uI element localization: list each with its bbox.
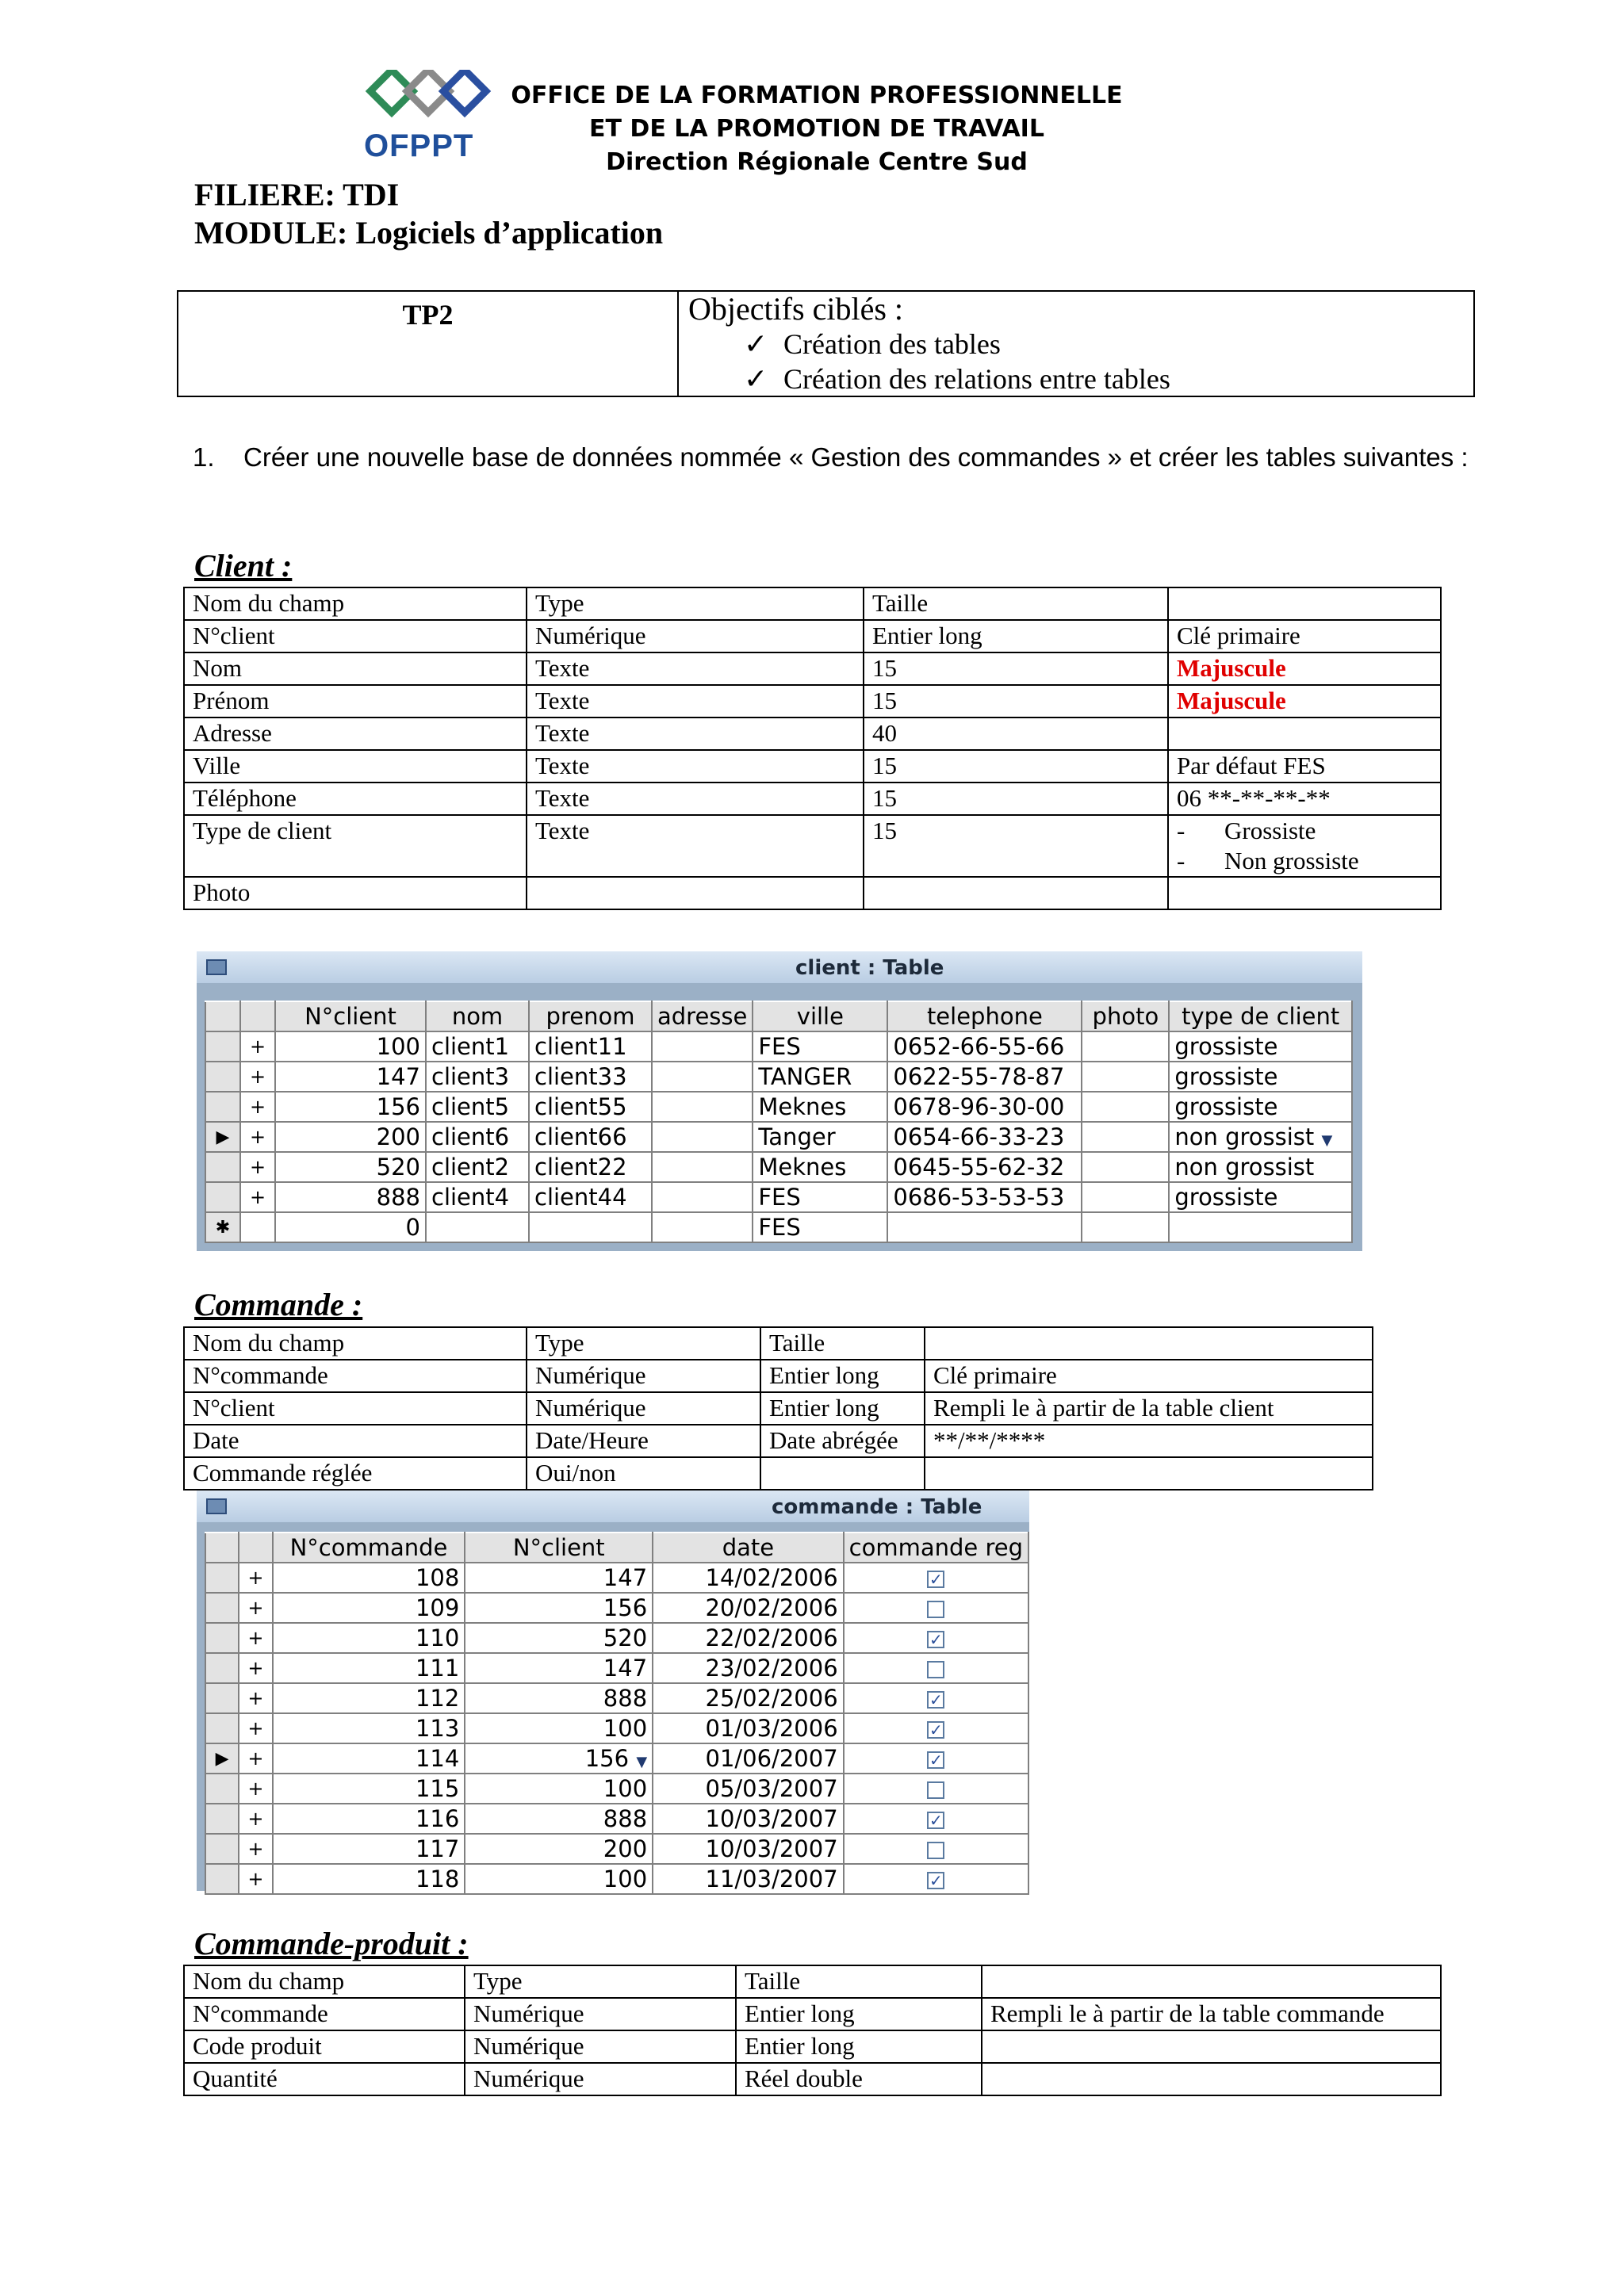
dropdown-arrow-icon[interactable]: ▼	[636, 1754, 648, 1770]
commande-spec-table	[183, 1326, 1373, 1490]
table-row[interactable]: + 117 200 10/03/2007	[205, 1834, 1028, 1864]
expand-icon[interactable]: +	[239, 1563, 272, 1593]
checkmark-icon: ✓	[744, 363, 768, 395]
col-header[interactable]: N°client	[465, 1533, 653, 1563]
current-row-arrow-icon[interactable]: ▶	[205, 1743, 239, 1774]
table-row: Adresse Texte 40	[184, 718, 1441, 750]
expand-icon[interactable]: +	[239, 1804, 272, 1834]
row-selector[interactable]	[205, 1834, 239, 1864]
table-row: Nom du champ Type Taille	[184, 1965, 1441, 1998]
col-header[interactable]: type de client	[1169, 1001, 1352, 1031]
reglee-checkbox[interactable]	[927, 1601, 944, 1618]
table-row: N°commande Numérique Entier long Rempli le à partir de la table commande	[184, 1998, 1441, 2030]
window-titlebar	[197, 1490, 1029, 1522]
objective-item: ✓ Création des tables	[744, 328, 1001, 360]
table-row[interactable]: + 115 100 05/03/2007	[205, 1774, 1028, 1804]
org-line-2: ET DE LA PROMOTION DE TRAVAIL	[589, 115, 1044, 143]
objectives	[679, 292, 1473, 396]
row-selector[interactable]	[205, 1683, 239, 1713]
reglee-checkbox[interactable]: ✓	[927, 1751, 944, 1769]
commande-datasheet[interactable]	[205, 1532, 1029, 1891]
commande-grid	[205, 1532, 1029, 1895]
reglee-checkbox[interactable]: ✓	[927, 1721, 944, 1739]
reglee-checkbox[interactable]	[927, 1661, 944, 1678]
objectives-title: Objectifs ciblés :	[688, 291, 904, 327]
header-row	[205, 1001, 1352, 1031]
client-grid	[205, 1001, 1353, 1243]
expand-icon[interactable]: +	[239, 1683, 272, 1713]
table-row: Nom Texte 15 Majuscule	[184, 652, 1441, 685]
row-selector[interactable]	[205, 1804, 239, 1834]
expand-icon[interactable]: +	[240, 1092, 275, 1122]
client-table-window	[197, 951, 1362, 1251]
row-selector[interactable]	[205, 1062, 240, 1092]
filiere: FILIERE: TDI	[194, 177, 400, 212]
table-row[interactable]: + 108 147 14/02/2006 ✓	[205, 1563, 1028, 1593]
header-row	[205, 1533, 1028, 1563]
table-row[interactable]: ▶ + 200 client6 client66 Tanger 0654-66-33-23 non grossist ▼	[205, 1122, 1352, 1152]
window-title: client : Table	[795, 956, 944, 980]
table-row: N°commande Numérique Entier long Clé primaire	[184, 1360, 1373, 1392]
table-row: Date Date/Heure Date abrégée **/**/****	[184, 1425, 1373, 1457]
row-selector[interactable]	[205, 1623, 239, 1653]
col-header[interactable]: photo	[1082, 1001, 1169, 1031]
table-row: Code produit Numérique Entier long	[184, 2030, 1441, 2063]
row-selector[interactable]	[205, 1182, 240, 1212]
col-header[interactable]: prenom	[529, 1001, 652, 1031]
expand-icon[interactable]: +	[239, 1774, 272, 1804]
tp-label: TP2	[178, 292, 679, 396]
client-combo[interactable]: 156 ▼	[465, 1743, 653, 1774]
instruction	[193, 436, 1501, 479]
expand-icon[interactable]: +	[240, 1182, 275, 1212]
row-selector[interactable]	[205, 1774, 239, 1804]
reglee-checkbox[interactable]: ✓	[927, 1571, 944, 1588]
expand-icon[interactable]: +	[239, 1834, 272, 1864]
col-header[interactable]: N°commande	[273, 1533, 465, 1563]
col-header[interactable]: adresse	[652, 1001, 753, 1031]
window-title: commande : Table	[772, 1495, 982, 1519]
organization-header	[476, 79, 1158, 179]
col-header[interactable]: commande reg	[844, 1533, 1028, 1563]
row-selector[interactable]	[205, 1152, 240, 1182]
commande-table-window	[197, 1490, 1029, 1891]
row-selector[interactable]	[205, 1653, 239, 1683]
dropdown-arrow-icon[interactable]: ▼	[1321, 1132, 1333, 1149]
expand-icon[interactable]: +	[240, 1062, 275, 1092]
table-row: Nom du champ Type Taille	[184, 587, 1441, 620]
window-titlebar	[197, 951, 1362, 983]
expand-icon[interactable]: +	[239, 1593, 272, 1623]
table-row[interactable]: + 147 client3 client33 TANGER 0622-55-78-87 grossiste	[205, 1062, 1352, 1092]
col-header[interactable]: N°client	[275, 1001, 426, 1031]
table-row[interactable]: + 116 888 10/03/2007 ✓	[205, 1804, 1028, 1834]
module: MODULE: Logiciels d’application	[194, 215, 664, 251]
expand-icon[interactable]: +	[239, 1864, 272, 1894]
table-row: Téléphone Texte 15 06 **-**-**-**	[184, 783, 1441, 815]
client-datasheet[interactable]	[205, 1001, 1353, 1243]
row-selector[interactable]	[205, 1031, 240, 1062]
row-selector[interactable]	[205, 1713, 239, 1743]
new-record-row[interactable]: ✱ 0 FES	[205, 1212, 1352, 1242]
logo-text: OFPPT	[364, 128, 474, 163]
reglee-checkbox[interactable]	[927, 1842, 944, 1859]
commande-produit-heading: Commande-produit :	[194, 1926, 469, 1961]
reglee-checkbox[interactable]: ✓	[927, 1872, 944, 1889]
col-header[interactable]: telephone	[887, 1001, 1082, 1031]
type-options: - Grossiste - Non grossiste	[1168, 815, 1441, 877]
org-line-1: OFFICE DE LA FORMATION PROFESSIONNELLE	[511, 82, 1123, 109]
table-row[interactable]: + 113 100 01/03/2006 ✓	[205, 1713, 1028, 1743]
client-spec-table	[183, 587, 1442, 910]
table-row[interactable]: + 110 520 22/02/2006 ✓	[205, 1623, 1028, 1653]
expand-icon[interactable]: +	[239, 1743, 272, 1774]
reglee-checkbox[interactable]: ✓	[927, 1691, 944, 1709]
instruction-text: Créer une nouvelle base de données nommée « Gestion des commandes » et créer les tables suivantes :	[243, 442, 1469, 472]
table-row[interactable]: + 109 156 20/02/2006	[205, 1593, 1028, 1623]
current-row-arrow-icon[interactable]: ▶	[205, 1122, 240, 1152]
table-row[interactable]: + 888 client4 client44 FES 0686-53-53-53 grossiste	[205, 1182, 1352, 1212]
table-row[interactable]: + 112 888 25/02/2006 ✓	[205, 1683, 1028, 1713]
tp-objectives-box	[177, 290, 1475, 397]
type-client-combo[interactable]: non grossist ▼	[1169, 1122, 1352, 1152]
row-selector[interactable]	[205, 1092, 240, 1122]
table-row: Ville Texte 15 Par défaut FES	[184, 750, 1441, 783]
client-heading: Client :	[194, 548, 293, 584]
checkmark-icon: ✓	[744, 328, 768, 360]
row-selector[interactable]	[205, 1593, 239, 1623]
table-row: Quantité Numérique Réel double	[184, 2063, 1441, 2095]
commande-produit-spec-table	[183, 1965, 1442, 2096]
table-row: Photo	[184, 877, 1441, 909]
expand-icon[interactable]: +	[240, 1031, 275, 1062]
table-row: N°client Numérique Entier long Rempli le à partir de la table client	[184, 1392, 1373, 1425]
table-row: Prénom Texte 15 Majuscule	[184, 685, 1441, 718]
reglee-checkbox[interactable]: ✓	[927, 1631, 944, 1648]
new-record-icon[interactable]: ✱	[205, 1212, 240, 1242]
table-row[interactable]: + 520 client2 client22 Meknes 0645-55-62-32 non grossist	[205, 1152, 1352, 1182]
table-row: Nom du champ Type Taille	[184, 1327, 1373, 1360]
table-row[interactable]: ▶ + 114 156 ▼ 01/06/2007 ✓	[205, 1743, 1028, 1774]
objective-item: ✓ Création des relations entre tables	[744, 363, 1170, 395]
table-row[interactable]: + 156 client5 client55 Meknes 0678-96-30-00 grossiste	[205, 1092, 1352, 1122]
row-selector[interactable]	[205, 1563, 239, 1593]
expand-icon[interactable]: +	[239, 1623, 272, 1653]
table-row: Commande réglée Oui/non	[184, 1457, 1373, 1490]
expand-icon[interactable]: +	[239, 1713, 272, 1743]
table-row[interactable]: + 111 147 23/02/2006	[205, 1653, 1028, 1683]
table-icon	[206, 959, 227, 975]
instruction-number: 1.	[193, 442, 215, 472]
col-header[interactable]: nom	[426, 1001, 529, 1031]
expand-icon[interactable]: +	[239, 1653, 272, 1683]
row-selector[interactable]	[205, 1864, 239, 1894]
reglee-checkbox[interactable]: ✓	[927, 1812, 944, 1829]
table-row[interactable]: + 100 client1 client11 FES 0652-66-55-66 grossiste	[205, 1031, 1352, 1062]
reglee-checkbox[interactable]	[927, 1781, 944, 1799]
expand-icon[interactable]: +	[240, 1122, 275, 1152]
commande-heading: Commande :	[194, 1287, 363, 1322]
table-row: N°client Numérique Entier long Clé primaire	[184, 620, 1441, 652]
expand-icon[interactable]: +	[240, 1152, 275, 1182]
course-info	[194, 176, 663, 252]
table-row: Type de client Texte 15 - Grossiste - Non grossiste	[184, 815, 1441, 877]
table-row[interactable]: + 118 100 11/03/2007 ✓	[205, 1864, 1028, 1894]
org-line-3: Direction Régionale Centre Sud	[606, 148, 1028, 176]
table-icon	[206, 1498, 227, 1514]
col-header[interactable]: date	[653, 1533, 844, 1563]
col-header[interactable]: ville	[753, 1001, 887, 1031]
